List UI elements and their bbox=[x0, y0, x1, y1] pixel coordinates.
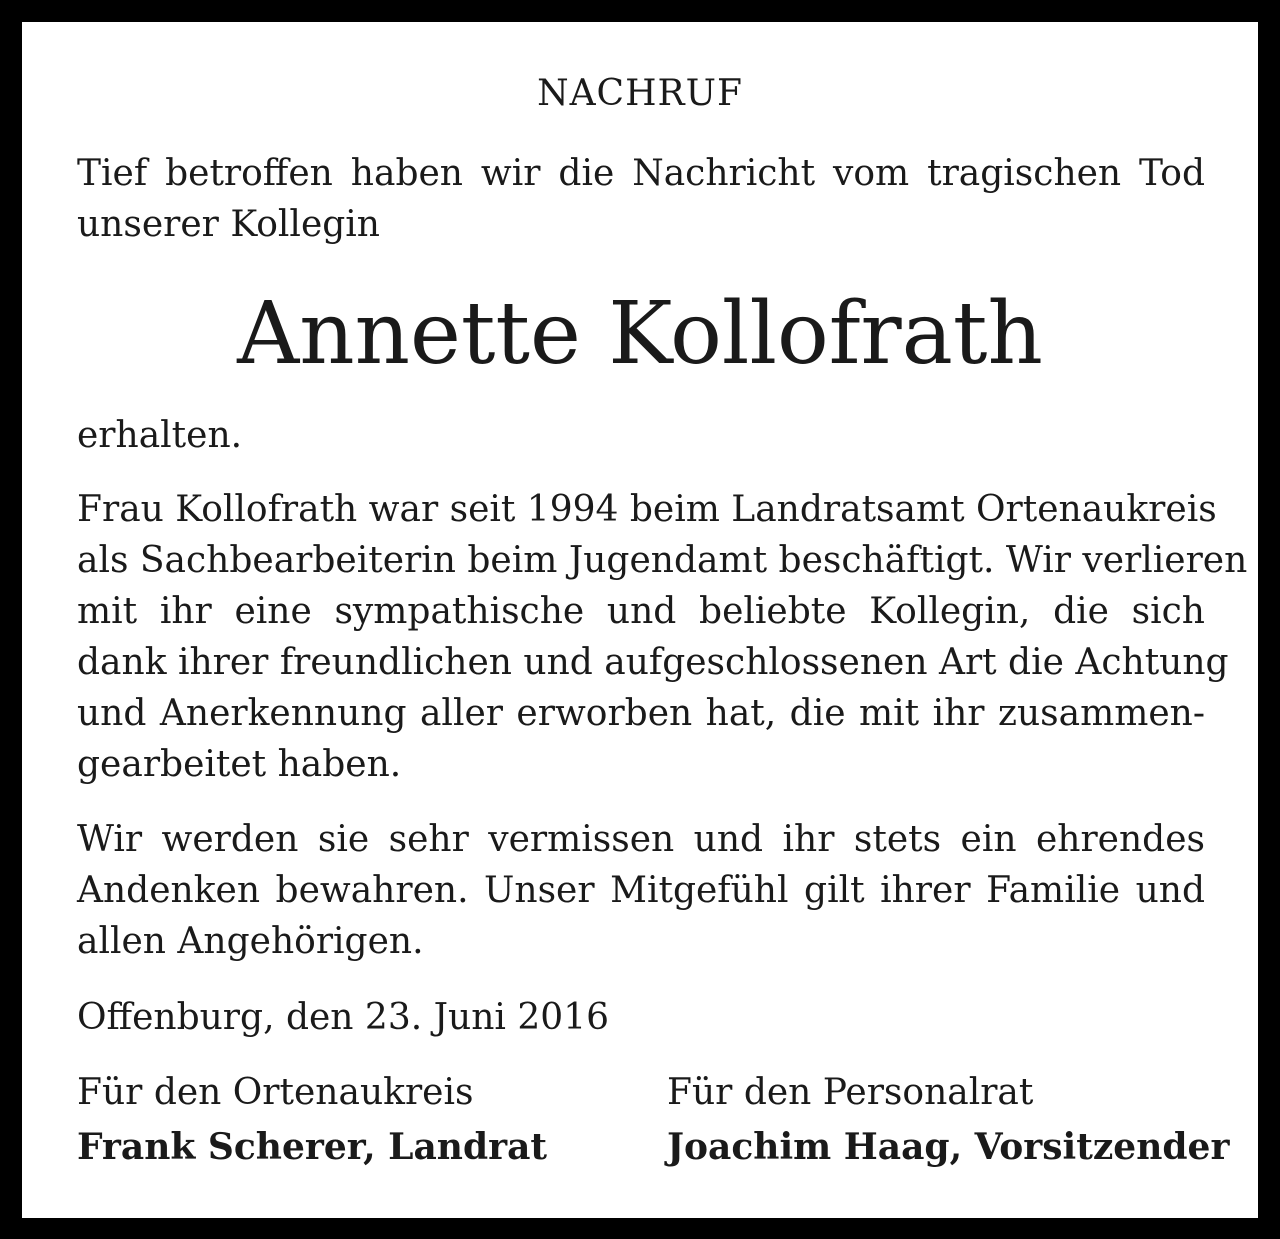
body-paragraph bbox=[77, 484, 1248, 790]
signature-signer: Frank Scherer, Landrat bbox=[77, 1126, 548, 1168]
body-line: Frau Kollofrath war seit 1994 beim Landratsamt Ortenaukreis bbox=[77, 489, 1217, 530]
deceased-name: Annette Kollofrath bbox=[237, 284, 1043, 384]
received-text: erhalten. bbox=[77, 415, 243, 456]
place-date: Offenburg, den 23. Juni 2016 bbox=[77, 997, 610, 1038]
body-line: mit ihr eine sympathische und beliebte Kollegin, die sich bbox=[77, 591, 1205, 632]
signature-right bbox=[667, 1066, 1229, 1174]
body-line: dank ihrer freundlichen und aufgeschlossenen Art die Achtung bbox=[77, 642, 1229, 683]
intro-line: unserer Kollegin bbox=[77, 204, 380, 245]
obituary-notice bbox=[22, 22, 1258, 1218]
signature-label: Für den Ortenaukreis bbox=[77, 1072, 474, 1113]
closing-line: allen Angehörigen. bbox=[77, 921, 424, 962]
signature-left bbox=[77, 1066, 547, 1174]
closing-line: Wir werden sie sehr vermissen und ihr stets ein ehrendes bbox=[77, 819, 1205, 860]
body-line: und Anerkennung aller erworben hat, die mit ihr zusammen- bbox=[77, 693, 1205, 734]
intro-line: Tief betroffen haben wir die Nachricht vom tragischen Tod bbox=[77, 153, 1205, 194]
body-line: als Sachbearbeiterin beim Jugendamt beschäftigt. Wir verlieren bbox=[77, 540, 1248, 581]
signature-label: Für den Personalrat bbox=[667, 1072, 1034, 1113]
closing-paragraph bbox=[77, 814, 1205, 967]
closing-line: Andenken bewahren. Unser Mitgefühl gilt ihrer Familie und bbox=[77, 870, 1205, 911]
signature-signer: Joachim Haag, Vorsitzender bbox=[667, 1126, 1230, 1168]
intro-paragraph bbox=[77, 148, 1205, 250]
notice-heading: NACHRUF bbox=[537, 73, 743, 114]
body-line: gearbeitet haben. bbox=[77, 744, 402, 785]
